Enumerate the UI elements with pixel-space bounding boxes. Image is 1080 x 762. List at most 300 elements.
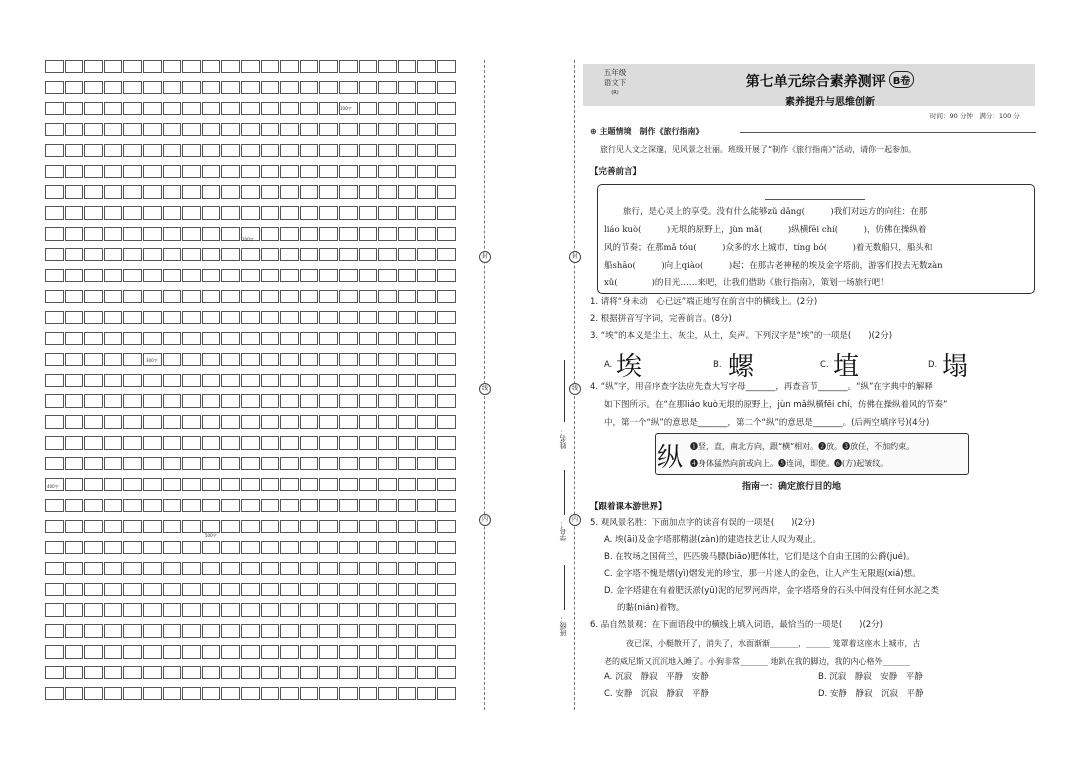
grid-cell[interactable] [417,248,436,261]
grid-cell[interactable] [300,457,319,470]
grid-cell[interactable] [123,374,142,387]
grid-cell[interactable] [241,687,260,700]
grid-cell[interactable] [300,332,319,345]
grid-cell[interactable] [319,144,338,157]
grid-cell[interactable] [359,457,378,470]
grid-cell[interactable] [398,353,417,366]
grid-cell[interactable] [378,499,397,512]
q6-option-b[interactable]: B. 沉寂 静寂 安静 平静 [818,672,923,682]
grid-cell[interactable] [300,206,319,219]
grid-cell[interactable] [417,332,436,345]
grid-cell[interactable] [202,645,221,658]
grid-cell[interactable] [163,102,182,115]
grid-cell[interactable] [163,290,182,303]
grid-cell[interactable] [143,499,162,512]
grid-cell[interactable] [261,165,280,178]
grid-cell[interactable] [437,415,456,428]
grid-cell[interactable] [378,374,397,387]
grid-cell[interactable] [123,248,142,261]
grid-cell[interactable] [104,624,123,637]
grid-cell[interactable] [437,123,456,136]
grid-cell[interactable] [182,60,201,73]
grid-cell[interactable] [280,144,299,157]
grid-cell[interactable] [84,624,103,637]
grid-cell[interactable] [280,269,299,282]
grid-cell[interactable] [339,374,358,387]
grid-cell[interactable] [182,81,201,94]
grid-cell[interactable] [378,248,397,261]
grid-cell[interactable] [163,415,182,428]
grid-cell[interactable] [339,499,358,512]
grid-cell[interactable] [378,332,397,345]
grid-cell[interactable] [143,541,162,554]
grid-cell[interactable] [241,436,260,449]
grid-cell[interactable] [261,562,280,575]
grid-cell[interactable] [45,269,64,282]
grid-cell[interactable] [437,60,456,73]
grid-cell[interactable] [339,311,358,324]
grid-cell[interactable] [437,583,456,596]
grid-cell[interactable] [417,269,436,282]
grid-cell[interactable] [378,562,397,575]
grid-cell[interactable] [437,81,456,94]
grid-cell[interactable] [163,269,182,282]
grid-cell[interactable] [319,332,338,345]
grid-cell[interactable] [417,81,436,94]
grid-cell[interactable] [280,436,299,449]
grid-cell[interactable] [300,185,319,198]
option-a-glyph[interactable]: 埃 [616,352,643,382]
grid-cell[interactable] [221,603,240,616]
grid-cell[interactable] [45,374,64,387]
grid-cell[interactable] [163,81,182,94]
grid-cell[interactable] [104,520,123,533]
grid-cell[interactable] [123,206,142,219]
grid-cell[interactable] [65,185,84,198]
grid-cell[interactable] [359,436,378,449]
grid-cell[interactable] [202,290,221,303]
grid-cell[interactable] [65,374,84,387]
grid-cell[interactable] [398,457,417,470]
grid-cell[interactable] [202,415,221,428]
grid-cell[interactable] [398,102,417,115]
grid-cell[interactable] [221,436,240,449]
grid-cell[interactable] [359,499,378,512]
grid-cell[interactable] [359,81,378,94]
grid-cell[interactable] [45,311,64,324]
grid-cell[interactable] [221,206,240,219]
grid-cell[interactable] [65,165,84,178]
grid-cell[interactable] [261,227,280,240]
q6-option-a[interactable]: A. 沉寂 静寂 平静 安静 [604,672,709,682]
grid-cell[interactable] [163,60,182,73]
q5-option-b[interactable]: B. 在牧场之国荷兰，匹匹骏马膘(biāo)肥体壮，它们是这个自由王国的公爵(jué)。 [604,552,915,562]
grid-cell[interactable] [143,415,162,428]
grid-cell[interactable] [143,374,162,387]
grid-cell[interactable] [261,185,280,198]
grid-cell[interactable] [104,206,123,219]
grid-cell[interactable] [359,520,378,533]
grid-cell[interactable] [202,269,221,282]
grid-cell[interactable] [182,269,201,282]
grid-cell[interactable] [261,624,280,637]
grid-cell[interactable] [84,102,103,115]
grid-cell[interactable] [163,624,182,637]
grid-cell[interactable] [202,206,221,219]
grid-cell[interactable] [84,583,103,596]
grid-cell[interactable] [319,457,338,470]
grid-cell[interactable] [280,499,299,512]
grid-cell[interactable] [221,102,240,115]
grid-cell[interactable] [163,353,182,366]
grid-cell[interactable] [182,645,201,658]
grid-cell[interactable] [65,478,84,491]
grid-cell[interactable] [241,269,260,282]
grid-cell[interactable] [104,562,123,575]
grid-cell[interactable] [65,583,84,596]
grid-cell[interactable] [437,248,456,261]
grid-cell[interactable] [378,353,397,366]
grid-cell[interactable] [45,457,64,470]
grid-cell[interactable] [45,687,64,700]
class-line[interactable] [564,565,565,610]
grid-cell[interactable] [84,353,103,366]
grid-cell[interactable] [65,562,84,575]
grid-cell[interactable] [417,353,436,366]
grid-cell[interactable] [45,583,64,596]
grid-cell[interactable] [202,248,221,261]
grid-cell[interactable] [45,499,64,512]
grid-cell[interactable] [241,290,260,303]
grid-cell[interactable] [123,269,142,282]
grid-cell[interactable] [202,541,221,554]
grid-cell[interactable] [104,102,123,115]
grid-cell[interactable] [84,394,103,407]
grid-cell[interactable] [241,123,260,136]
grid-cell[interactable] [359,353,378,366]
grid-cell[interactable] [261,144,280,157]
grid-cell[interactable] [280,583,299,596]
grid-cell[interactable] [65,541,84,554]
grid-cell[interactable] [104,144,123,157]
grid-cell[interactable] [163,520,182,533]
grid-cell[interactable] [143,311,162,324]
grid-cell[interactable] [143,206,162,219]
grid-cell[interactable] [280,478,299,491]
grid-cell[interactable] [123,353,142,366]
grid-cell[interactable] [437,290,456,303]
grid-cell[interactable] [241,311,260,324]
grid-cell[interactable] [417,666,436,679]
grid-cell[interactable] [143,165,162,178]
grid-cell[interactable] [261,478,280,491]
grid-cell[interactable] [84,144,103,157]
grid-cell[interactable] [378,185,397,198]
grid-cell[interactable] [123,520,142,533]
grid-cell[interactable] [241,499,260,512]
grid-cell[interactable] [339,60,358,73]
grid-cell[interactable] [221,248,240,261]
grid-cell[interactable] [163,457,182,470]
grid-cell[interactable] [84,248,103,261]
grid-cell[interactable] [437,332,456,345]
grid-cell[interactable] [104,332,123,345]
grid-cell[interactable] [45,332,64,345]
grid-cell[interactable] [378,144,397,157]
grid-cell[interactable] [398,269,417,282]
grid-cell[interactable] [104,603,123,616]
grid-cell[interactable] [202,499,221,512]
grid-cell[interactable] [300,478,319,491]
grid-cell[interactable] [221,353,240,366]
grid-cell[interactable] [221,144,240,157]
grid-cell[interactable] [339,206,358,219]
grid-cell[interactable] [123,583,142,596]
grid-cell[interactable] [300,603,319,616]
grid-cell[interactable] [143,248,162,261]
grid-cell[interactable] [182,415,201,428]
grid-cell[interactable] [398,185,417,198]
grid-cell[interactable] [280,165,299,178]
grid-cell[interactable] [319,624,338,637]
grid-cell[interactable] [261,603,280,616]
grid-cell[interactable] [143,144,162,157]
grid-cell[interactable] [123,81,142,94]
grid-cell[interactable] [319,123,338,136]
grid-cell[interactable] [241,541,260,554]
grid-cell[interactable] [319,583,338,596]
grid-cell[interactable] [339,394,358,407]
grid-cell[interactable] [202,624,221,637]
grid-cell[interactable] [143,227,162,240]
grid-cell[interactable] [65,687,84,700]
grid-cell[interactable] [319,102,338,115]
grid-cell[interactable] [339,457,358,470]
grid-cell[interactable] [319,60,338,73]
grid-cell[interactable] [437,269,456,282]
grid-cell[interactable] [261,311,280,324]
grid-cell[interactable] [437,353,456,366]
grid-cell[interactable] [241,624,260,637]
grid-cell[interactable] [339,227,358,240]
grid-cell[interactable] [339,687,358,700]
grid-cell[interactable] [437,165,456,178]
grid-cell[interactable] [182,102,201,115]
grid-cell[interactable] [123,60,142,73]
grid-cell[interactable] [319,603,338,616]
grid-cell[interactable] [45,144,64,157]
grid-cell[interactable] [437,520,456,533]
grid-cell[interactable] [280,227,299,240]
grid-cell[interactable] [221,583,240,596]
grid-cell[interactable] [221,415,240,428]
grid-cell[interactable] [339,666,358,679]
grid-cell[interactable] [339,541,358,554]
grid-cell[interactable] [202,81,221,94]
grid-cell[interactable] [182,436,201,449]
grid-cell[interactable] [339,478,358,491]
grid-cell[interactable] [241,394,260,407]
grid-cell[interactable] [84,227,103,240]
grid-cell[interactable] [123,311,142,324]
grid-cell[interactable] [378,227,397,240]
grid-cell[interactable] [437,666,456,679]
grid-cell[interactable] [221,60,240,73]
grid-cell[interactable] [417,645,436,658]
grid-cell[interactable] [378,478,397,491]
grid-cell[interactable] [221,227,240,240]
grid-cell[interactable] [300,687,319,700]
grid-cell[interactable] [143,290,162,303]
grid-cell[interactable] [417,290,436,303]
grid-cell[interactable] [339,123,358,136]
grid-cell[interactable] [163,478,182,491]
grid-cell[interactable] [359,185,378,198]
grid-cell[interactable] [143,332,162,345]
grid-cell[interactable] [241,102,260,115]
grid-cell[interactable] [65,206,84,219]
grid-cell[interactable] [319,353,338,366]
grid-cell[interactable] [45,415,64,428]
grid-cell[interactable] [104,123,123,136]
grid-cell[interactable] [359,332,378,345]
grid-cell[interactable] [339,248,358,261]
grid-cell[interactable] [182,541,201,554]
grid-cell[interactable] [221,123,240,136]
grid-cell[interactable] [163,645,182,658]
grid-cell[interactable] [84,311,103,324]
grid-cell[interactable] [261,583,280,596]
grid-cell[interactable] [359,603,378,616]
grid-cell[interactable] [280,520,299,533]
grid-cell[interactable] [123,415,142,428]
grid-cell[interactable] [417,185,436,198]
grid-cell[interactable] [45,123,64,136]
grid-cell[interactable] [45,185,64,198]
name-line[interactable] [564,360,565,422]
grid-cell[interactable] [280,332,299,345]
grid-cell[interactable] [202,457,221,470]
grid-cell[interactable] [359,583,378,596]
grid-cell[interactable] [65,666,84,679]
q5-option-d[interactable]: D. 金字塔建在有着肥沃淤(yū)泥的尼罗河西岸，金字塔塔身的石头中间没有任何水泥之类 [604,586,940,596]
grid-cell[interactable] [163,541,182,554]
grid-cell[interactable] [261,394,280,407]
grid-cell[interactable] [339,185,358,198]
grid-cell[interactable] [300,81,319,94]
grid-cell[interactable] [84,562,103,575]
grid-cell[interactable] [221,394,240,407]
grid-cell[interactable] [104,436,123,449]
grid-cell[interactable] [123,603,142,616]
grid-cell[interactable] [163,311,182,324]
grid-cell[interactable] [202,478,221,491]
grid-cell[interactable] [398,415,417,428]
grid-cell[interactable] [300,583,319,596]
grid-cell[interactable] [280,415,299,428]
grid-cell[interactable] [65,603,84,616]
grid-cell[interactable] [84,603,103,616]
grid-cell[interactable] [163,185,182,198]
option-b-glyph[interactable]: 螺 [728,352,755,382]
grid-cell[interactable] [65,457,84,470]
grid-cell[interactable] [417,206,436,219]
grid-cell[interactable] [319,227,338,240]
grid-cell[interactable] [182,394,201,407]
grid-cell[interactable] [359,415,378,428]
grid-cell[interactable] [182,123,201,136]
grid-cell[interactable] [65,353,84,366]
grid-cell[interactable] [65,60,84,73]
grid-cell[interactable] [300,144,319,157]
grid-cell[interactable] [241,248,260,261]
grid-cell[interactable] [241,60,260,73]
grid-cell[interactable] [84,185,103,198]
grid-cell[interactable] [398,290,417,303]
grid-cell[interactable] [84,666,103,679]
grid-cell[interactable] [163,499,182,512]
grid-cell[interactable] [84,165,103,178]
grid-cell[interactable] [45,81,64,94]
grid-cell[interactable] [221,520,240,533]
grid-cell[interactable] [378,687,397,700]
grid-cell[interactable] [300,499,319,512]
grid-cell[interactable] [261,666,280,679]
grid-cell[interactable] [84,374,103,387]
grid-cell[interactable] [378,290,397,303]
grid-cell[interactable] [202,227,221,240]
grid-cell[interactable] [221,478,240,491]
grid-cell[interactable] [378,311,397,324]
grid-cell[interactable] [84,269,103,282]
grid-cell[interactable] [241,81,260,94]
grid-cell[interactable] [241,374,260,387]
grid-cell[interactable] [300,436,319,449]
grid-cell[interactable] [65,624,84,637]
grid-cell[interactable] [84,415,103,428]
grid-cell[interactable] [417,60,436,73]
grid-cell[interactable] [339,562,358,575]
grid-cell[interactable] [104,269,123,282]
grid-cell[interactable] [202,436,221,449]
grid-cell[interactable] [339,290,358,303]
grid-cell[interactable] [241,185,260,198]
grid-cell[interactable] [339,603,358,616]
grid-cell[interactable] [319,81,338,94]
grid-cell[interactable] [398,624,417,637]
grid-cell[interactable] [398,123,417,136]
grid-cell[interactable] [182,144,201,157]
grid-cell[interactable] [123,645,142,658]
grid-cell[interactable] [261,206,280,219]
grid-cell[interactable] [398,311,417,324]
grid-cell[interactable] [143,436,162,449]
grid-cell[interactable] [143,394,162,407]
grid-cell[interactable] [300,394,319,407]
grid-cell[interactable] [359,624,378,637]
grid-cell[interactable] [65,290,84,303]
grid-cell[interactable] [300,624,319,637]
grid-cell[interactable] [241,353,260,366]
grid-cell[interactable] [202,520,221,533]
grid-cell[interactable] [123,436,142,449]
grid-cell[interactable] [437,603,456,616]
grid-cell[interactable] [163,248,182,261]
grid-cell[interactable] [300,666,319,679]
grid-cell[interactable] [319,478,338,491]
grid-cell[interactable] [359,562,378,575]
grid-cell[interactable] [300,520,319,533]
